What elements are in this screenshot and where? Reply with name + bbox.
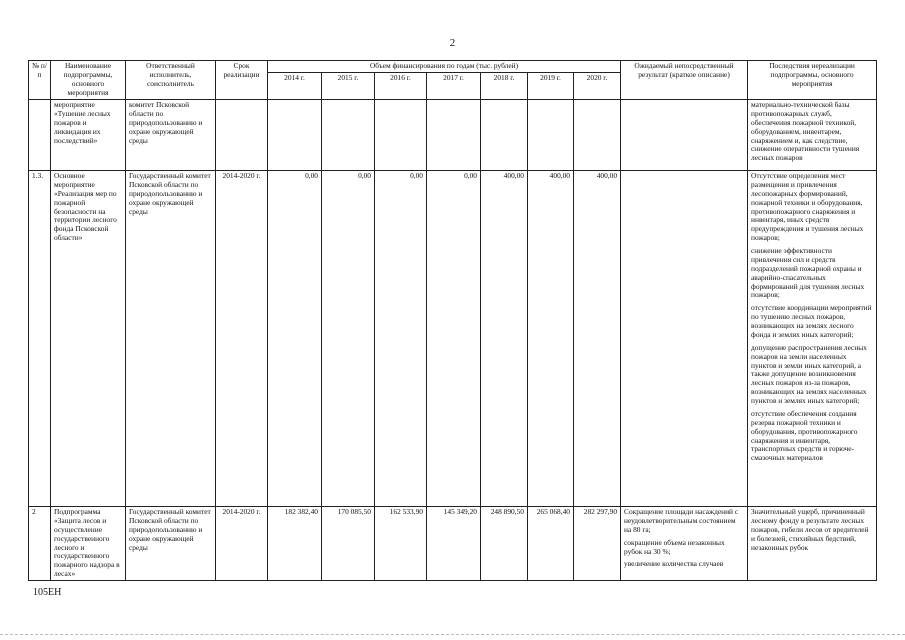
cell-no: 2 <box>29 507 51 581</box>
header-year: 2020 г. <box>574 73 621 100</box>
cell-value-2020: 282 297,90 <box>574 507 621 581</box>
header-name: Наименование подпрограммы, основного мероприятия <box>51 61 126 100</box>
header-responsible: Ответственный исполнитель, соисполнитель <box>126 61 216 100</box>
header-no: № п/п <box>29 61 51 100</box>
header-year: 2018 г. <box>481 73 528 100</box>
page-number: 2 <box>449 37 456 49</box>
header-consequences: Последствия нереализации подпрограммы, основного мероприятия <box>748 61 877 100</box>
header-funding: Объем финансирования по годам (тыс. рублей) <box>268 61 621 73</box>
header-year: 2019 г. <box>528 73 574 100</box>
consequence-item: Отсутствие определения мест размещения и привлечения лесопожарных формирований, пожарной техники и оборудования, противопожарного снаряжения и инвентаря, иных средств предупреждения и тушения лесных пожаров; <box>751 171 864 243</box>
cell-name: Основное мероприятие «Реализация мер по пожарной безопасности на территории лесного фонда Псковской области» <box>51 171 126 507</box>
consequence-item: отсутствие обеспечения создания резерва пожарной техники и оборудования, противопожарного снаряжения и инвентаря, транспортных средств и горюче-смазочных материалов <box>751 408 858 463</box>
result-item: сокращение объема незаконных рубок на 30 %; <box>624 537 725 556</box>
cell-value-2020: 400,00 <box>574 171 621 507</box>
header-year: 2017 г. <box>427 73 481 100</box>
cell-value-2014: 182 382,40 <box>268 507 322 581</box>
table-row-continuation <box>29 100 877 171</box>
cell-value-2014: 0,00 <box>268 171 322 507</box>
header-year: 2015 г. <box>322 73 375 100</box>
cell-name: мероприятие «Тушение лесных пожаров и ликвидация их последствий» <box>51 100 126 171</box>
cell-value-2018: 400,00 <box>481 171 528 507</box>
cell-value-2016: 0,00 <box>375 171 427 507</box>
cell-value-2015: 170 085,50 <box>322 507 375 581</box>
consequence-item: снижение эффективности привлечения сил и средств подразделений пожарной охраны и аварийно-спасательных формирований для тушения лесных пожаров; <box>751 246 865 300</box>
cell-responsible: комитет Псковской области по природопользованию и охране окружающей среды <box>126 100 216 171</box>
cell-value-2016: 162 533,90 <box>375 507 427 581</box>
cell-consequences: материально-технической базы противопожарных служб, обеспечения пожарной техникой, оборудованием, инвентарем, снаряжением и, как следствие, снижение оперативности тушения лесных пожаров <box>748 100 877 171</box>
cell-responsible: Государственный комитет Псковской области по природопользованию и охране окружающей среды <box>126 171 216 507</box>
cell-value-2018: 248 890,50 <box>481 507 528 581</box>
cell-value-2015: 0,00 <box>322 171 375 507</box>
program-table <box>28 60 877 581</box>
consequence-item: отсутствие координации мероприятий по тушению лесных пожаров, возникающих на землях лесного фонда и землях иных категорий; <box>751 303 872 339</box>
cell-result <box>621 171 748 507</box>
result-item: увеличение количества случаев <box>624 559 724 569</box>
consequence-item: допущение распространения лесных пожаров на земли населенных пунктов и земли иных категорий, а также допущение возникновения лесных пожаров из-за пожаров, возникающих на землях населенных пунктов и землях иных категорий; <box>751 342 867 405</box>
page-edge-divider <box>0 634 905 635</box>
cell-term: 2014-2020 г. <box>216 171 268 507</box>
cell-name: Подпрограмма «Защита лесов и осуществление государственного лесного и государственного пожарного надзора в лесах» <box>51 507 126 581</box>
cell-responsible: Государственный комитет Псковской области по природопользованию и охране окружающей среды <box>126 507 216 581</box>
cell-value-2019: 265 068,40 <box>528 507 574 581</box>
header-term: Срок реализации <box>216 61 268 100</box>
cell-value-2017: 145 349,20 <box>427 507 481 581</box>
table-row-2 <box>29 507 877 581</box>
cell-no: 1.3. <box>29 171 51 507</box>
cell-term: 2014-2020 г. <box>216 507 268 581</box>
header-year: 2016 г. <box>375 73 427 100</box>
cell-consequences: Значительный ущерб, причиненный лесному фонду в результате лесных пожаров, гибели лесов от вредителей и болезней, стихийных бедствий, незаконных рубок <box>748 507 877 581</box>
cell-result <box>621 507 748 581</box>
cell-consequences <box>748 171 877 507</box>
cell-value-2019: 400,00 <box>528 171 574 507</box>
footer-code: 105ЕН <box>33 587 62 598</box>
cell-value-2017: 0,00 <box>427 171 481 507</box>
result-item: Сокращение площади насаждений с неудовлетворительным состоянием на 80 га; <box>624 507 739 534</box>
header-result: Ожидаемый непосредственный результат (краткое описание) <box>621 61 748 100</box>
table-row-1-3 <box>29 171 877 507</box>
header-year: 2014 г. <box>268 73 322 100</box>
